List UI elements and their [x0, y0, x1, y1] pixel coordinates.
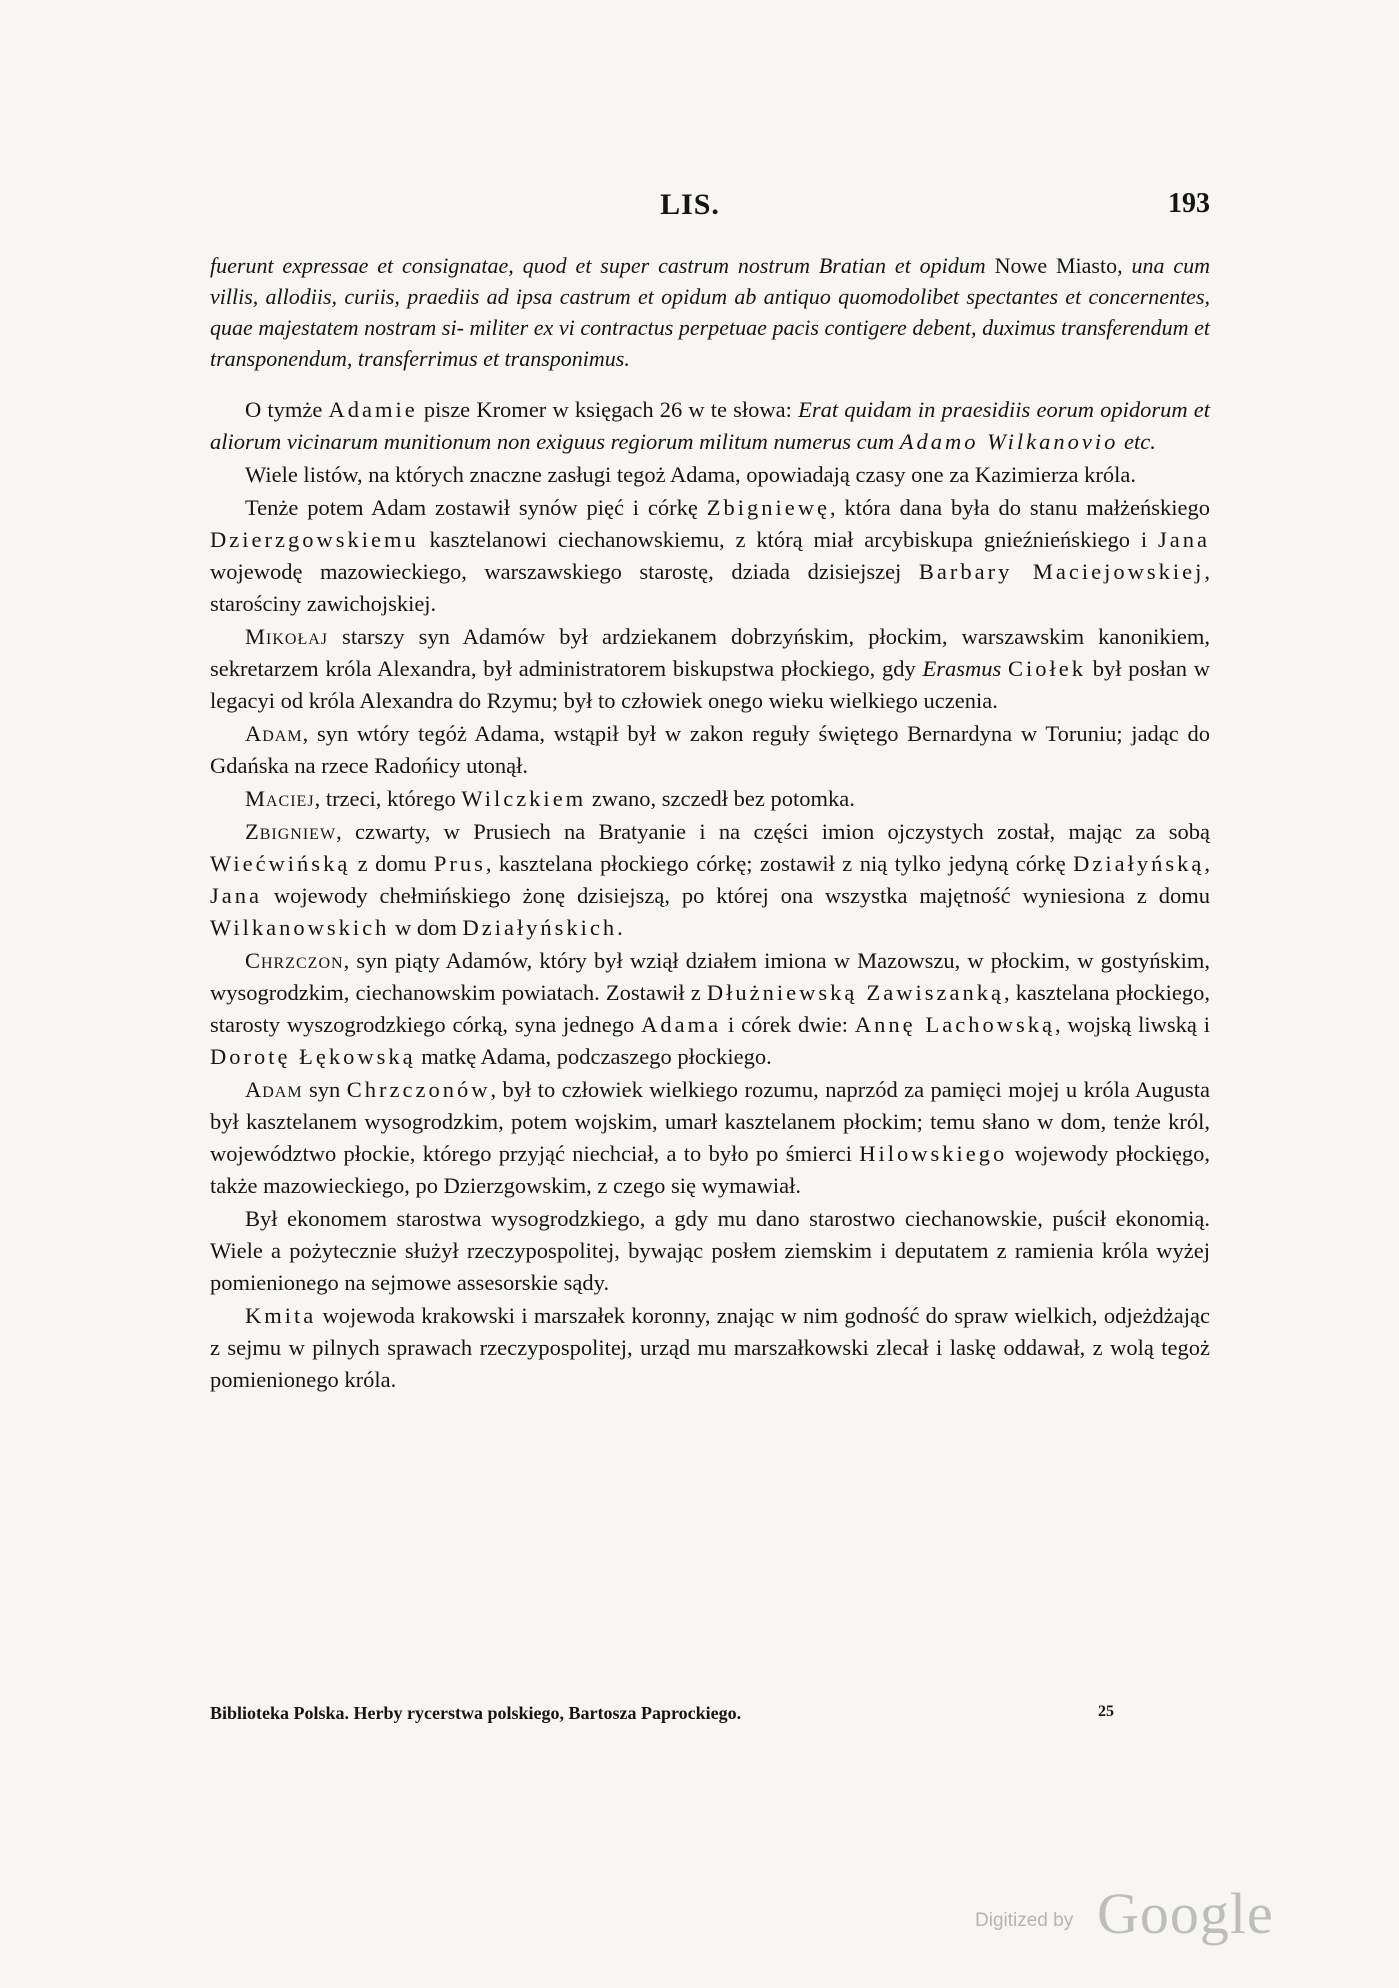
- text-run: wojewodę mazowieckiego, warszawskiego starostę, dziada dzisiejszej: [210, 559, 919, 584]
- latin-quote-line: et transponendum, transferrimus et transponimus.: [210, 315, 1211, 371]
- latin-quote-line: ab antiquo quomodolibet spectantes et concernentes, quae majestatem nostram si-: [210, 284, 1211, 340]
- text-run: i córek dwie:: [721, 1012, 855, 1037]
- text-run: w dom: [389, 915, 463, 940]
- text-run: Tenże potem Adam zostawił synów pięć i córkę: [245, 495, 707, 520]
- text-run: był posłan w legacyi od króla Alexandra do Rzymu; był to człowiek onego wieku wielkiego uczenia.: [210, 656, 1211, 713]
- small-caps-name: Mikołaj: [245, 624, 328, 649]
- digitization-watermark: [975, 1880, 1275, 1946]
- text-run: pisze Kromer w księgach 26 w te słowa:: [417, 397, 799, 422]
- text-run: kasztelanowi ciechanowskiemu, z którą miał arcybiskupa gnieźnieńskiego i: [418, 527, 1159, 552]
- spaced-name: Jana: [1158, 527, 1210, 552]
- spaced-name: Zbigniewę: [706, 495, 830, 520]
- paragraph-maciej: [210, 783, 1210, 815]
- text-run: , która dana była do stanu małżeńskiego: [830, 495, 1210, 520]
- paragraph-kmita: [210, 1300, 1210, 1396]
- text-run: ,: [1204, 851, 1210, 876]
- text-run: , syn piąty Adamów, który był wziął działem imiona w Mazowszu, w płockim, w gostyńskim, wysogrodzkim, ciechanowskim powiatach. Zostawił z: [210, 948, 1210, 1005]
- spaced-name: Działyńskich: [462, 915, 618, 940]
- latin-quote: [210, 250, 1210, 374]
- spaced-name: Dłużniewską Zawiszanką: [706, 980, 1004, 1005]
- text-run: , starościny zawichojskiej.: [210, 559, 1210, 616]
- spaced-name: Chrzczonów: [346, 1077, 491, 1102]
- spaced-name: Adama: [641, 1012, 722, 1037]
- paragraph-kromer: [210, 394, 1210, 458]
- text-run: starszy syn Adamów był ardziekanem dobrzyńskim, płockim, warszawskim kanonikiem, sekretarzem króla Alexandra, był administratorem biskupstwa płockiego, gdy: [210, 624, 1210, 681]
- spaced-name: Adamo Wilkanovio: [899, 429, 1119, 454]
- latin-quote-line: Nowe Miasto,: [994, 253, 1132, 278]
- small-caps-name: Maciej: [245, 786, 315, 811]
- text-run: syn: [302, 1077, 347, 1102]
- spaced-name: Annę Lachowską: [854, 1012, 1055, 1037]
- page-title: LIS.: [660, 188, 720, 221]
- page-number: 193: [1168, 188, 1210, 219]
- text-run: matkę Adama, podczaszego płockiego.: [415, 1044, 772, 1069]
- italic-name: Erasmus: [922, 656, 1002, 681]
- text-run: O tymże: [245, 397, 329, 422]
- spaced-name: Barbary Maciejowskiej: [918, 559, 1205, 584]
- signature-mark: 25: [1098, 1703, 1114, 1720]
- small-caps-name: Chrzczon: [245, 948, 344, 973]
- spaced-name: Jana: [210, 883, 262, 908]
- latin-citation: Erat quidam in praesidiis eorum opidorum et aliorum vicinarum munitionum non exiguus regiorum militum numerus cum: [210, 397, 1211, 454]
- paragraph-adam-second-son: [210, 718, 1210, 782]
- spaced-name: Wilkanowskich: [210, 915, 390, 940]
- latin-quote-line: fuerunt expressae et consignatae, quod et super castrum nostrum Bratian et opidum: [210, 253, 986, 278]
- spaced-name: Dzierzgowskiemu: [210, 527, 419, 552]
- text-run: , syn wtóry tegóż Adama, wstąpił był w zakon reguły świętego Bernardyna w Toruniu; jadąc do Gdańska na rzece Radońicy utonął.: [210, 721, 1210, 778]
- main-text: [210, 250, 1210, 1396]
- running-header: [210, 188, 1210, 228]
- latin-citation: etc.: [1118, 429, 1156, 454]
- spaced-name: Wilczkiem: [461, 786, 587, 811]
- spaced-name: Działyńską: [1073, 851, 1205, 876]
- spaced-name: Adamie: [328, 397, 418, 422]
- text-run: zwano, szczedł bez potomka.: [586, 786, 855, 811]
- text-run: , trzeci, którego: [314, 786, 462, 811]
- spaced-name: Ciołek: [1008, 656, 1087, 681]
- text-run: , wojską liwską i: [1054, 1012, 1210, 1037]
- text-run: , był to człowiek wielkiego rozumu, naprzód za pamięci mojej u króla Augusta był kasztelanem wysogrodzkim, potem wojskim, umarł kasztelanem płockim; temu słano w dom, tenże król, województwo płockie, którego przyjąć niechciał, a to było po śmierci: [210, 1077, 1210, 1166]
- spaced-name: Kmita: [245, 1303, 317, 1328]
- footer-source: Biblioteka Polska. Herby rycerstwa polskiego, Bartosza Paprockiego.: [210, 1703, 742, 1723]
- text-run: , kasztelana płockiego córkę; zostawił z nią tylko jedyną córkę: [485, 851, 1074, 876]
- small-caps-name: Adam: [245, 721, 303, 746]
- spaced-name: Wiećwińską: [210, 851, 351, 876]
- text-run: , czwarty, w Prusiech na Bratyanie i na części imion ojczystych został, mając za sobą: [336, 819, 1210, 844]
- page-footer: [210, 1703, 1210, 1733]
- text-run: .: [617, 915, 623, 940]
- text-run: wojewody chełmińskiego żonę dzisiejszą, po której ona wszystka majętność wyniesiona z domu: [261, 883, 1210, 908]
- google-logo: Google: [1097, 1881, 1274, 1946]
- small-caps-name: Zbigniew: [245, 819, 337, 844]
- text-run: wojewody płockięgo, także mazowieckiego, po Dzierzgowskim, z czego się wymawiał.: [210, 1141, 1210, 1198]
- paragraph-tenze: [210, 492, 1210, 620]
- paragraph-adam-chrzczonow: [210, 1074, 1210, 1202]
- digitized-by-label: Digitized by: [975, 1910, 1074, 1931]
- spaced-name: Hilowskiego: [859, 1141, 1008, 1166]
- paragraph-ekonom: Był ekonomem starostwa wysogrodzkiego, a gdy mu dano starostwo ciechanowskie, puścił ekonomią. Wiele a pożytecznie służył rzeczypospolitej, bywając posłem ziemskim i deputatem z ramienia króla wyżej pomienionego na sejmowe assesorskie sądy.: [210, 1206, 1210, 1295]
- paragraph-chrzczon: [210, 945, 1210, 1073]
- paragraph-wiele: Wiele listów, na których znaczne zasługi tegoż Adama, opowiadają czasy one za Kazimierza króla.: [245, 462, 1136, 487]
- text-run: , kasztelana płockiego, starosty wyszogrodzkiego córką, syna jednego: [210, 980, 1210, 1037]
- small-caps-name: Adam: [245, 1077, 303, 1102]
- text-run: wojewoda krakowski i marszałek koronny, znając w nim godność do spraw wielkich, odjeżdżając z sejmu w pilnych sprawach rzeczypospolitej, urząd mu marszałkowski zlecał i laskę oddawał, z wolą tegoż pomienionego króla.: [210, 1303, 1210, 1392]
- spaced-name: Prus: [433, 851, 486, 876]
- latin-quote-line: una cum villis, allodiis, curiis, praediis ad ipsa castrum et opidum: [210, 253, 1211, 309]
- paragraph-mikolaj: [210, 621, 1210, 717]
- paragraph-zbigniew: [210, 816, 1210, 944]
- text-run: z domu: [350, 851, 434, 876]
- spaced-name: Dorotę Łękowską: [210, 1044, 416, 1069]
- latin-quote-line: militer ex vi contractus perpetuae pacis contigere debent, duximus transferendum: [469, 315, 1189, 340]
